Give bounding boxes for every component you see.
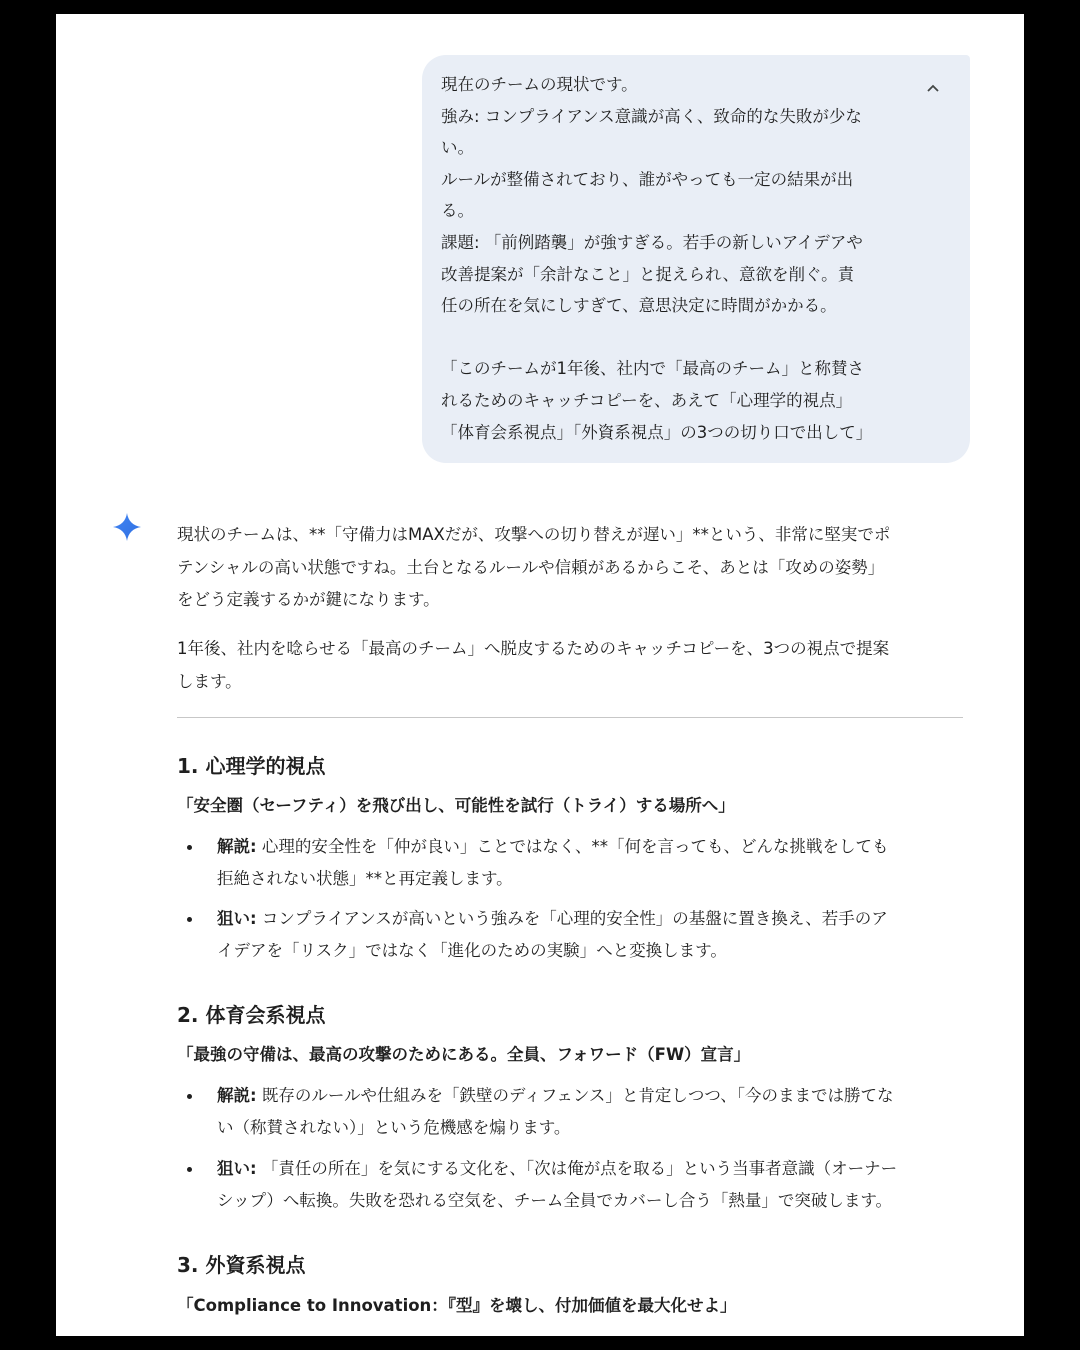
user-message-line: 改善提案が「余計なこと」と捉えられ、意欲を削ぐ。責 <box>441 264 855 284</box>
list-item <box>217 1080 967 1144</box>
bullet-text: シップ）へ転換。失敗を恐れる空気を、チーム全員でカバーし合う「熱量」で突破します。 <box>217 1191 893 1210</box>
section-heading: 3. 外資系視点 <box>177 1253 306 1277</box>
divider <box>177 717 963 718</box>
intro-line: をどう定義するかが鍵になります。 <box>177 590 440 609</box>
list-item <box>217 903 967 967</box>
bullet-text: 心理的安全性を「仲が良い」ことではなく、**「何を言っても、どんな挑戦をしても <box>256 837 889 856</box>
bullet-dot <box>187 917 192 922</box>
bullet-text: イデアを「リスク」ではなく「進化のための実験」へと変換します。 <box>217 941 727 960</box>
bullet-dot <box>187 1094 192 1099</box>
bullet-label: 解説: <box>217 837 257 856</box>
user-message-line: 強み: コンプライアンス意識が高く、致命的な失敗が少な <box>441 106 862 126</box>
chat-page <box>56 14 1024 1336</box>
intro-line: 現状のチームは、**「守備力はMAXだが、攻撃への切り替えが遅い」**という、非常に堅実でポ <box>177 525 891 544</box>
bullet-label: 解説: <box>217 1086 257 1105</box>
section-tagline: 「Compliance to Innovation：『型』を壊し、付加価値を最大化せよ」 <box>177 1296 737 1315</box>
bullet-label: 狙い: <box>217 909 257 928</box>
user-message-line: 現在のチームの現状です。 <box>441 75 638 94</box>
response-intro-2 <box>177 633 967 698</box>
bullet-text: 既存のルールや仕組みを「鉄壁のディフェンス」と肯定しつつ、「今のままでは勝てな <box>256 1086 894 1105</box>
bullet-label: 狙い: <box>217 1159 257 1178</box>
bullet-text: 「責任の所在」を気にする文化を、「次は俺が点を取る」という当事者意識（オーナー <box>256 1159 898 1178</box>
user-message-line: い。 <box>441 138 474 158</box>
chevron-up-icon[interactable] <box>926 81 940 95</box>
bullet-text: 拒絶されない状態」**と再定義します。 <box>217 869 513 888</box>
bullet-dot <box>187 1167 192 1172</box>
user-message-line <box>441 322 900 354</box>
section-tagline: 「安全圏（セーフティ）を飛び出し、可能性を試行（トライ）する場所へ」 <box>177 796 735 815</box>
bullet-dot <box>187 845 192 850</box>
list-item <box>217 1153 967 1217</box>
section-tagline: 「最強の守備は、最高の攻撃のためにある。全員、フォワード（FW）宣言」 <box>177 1045 751 1064</box>
user-message-line: 「体育会系視点」「外資系視点」の3つの切り口で出して」 <box>441 422 873 442</box>
section-heading: 2. 体育会系視点 <box>177 1003 326 1027</box>
user-message-line: 任の所在を気にしすぎて、意思決定に時間がかかる。 <box>441 296 837 316</box>
user-message-text <box>441 69 900 448</box>
user-message-bubble <box>422 55 970 463</box>
response-intro <box>177 519 967 617</box>
list-item <box>217 831 967 895</box>
intro-line: テンシャルの高い状態ですね。土台となるルールや信頼があるからこそ、あとは「攻めの姿勢」 <box>177 557 885 577</box>
user-message-line: 課題: 「前例踏襲」が強すぎる。若手の新しいアイデアや <box>441 232 863 252</box>
user-message-line: る。 <box>441 201 474 221</box>
bullet-text: コンプライアンスが高いという強みを「心理的安全性」の基盤に置き換え、若手のア <box>256 909 888 928</box>
user-message-line: 「このチームが1年後、社内で「最高のチーム」と称賛さ <box>441 359 864 379</box>
intro-line: 1年後、社内を唸らせる「最高のチーム」へ脱皮するためのキャッチコピーを、3つの視点で提案 <box>177 639 890 658</box>
bullet-text: い（称賛されない）」という危機感を煽ります。 <box>217 1118 571 1137</box>
gemini-spark-icon <box>112 512 142 542</box>
section-heading: 1. 心理学的視点 <box>177 754 326 778</box>
user-message-line: れるためのキャッチコピーを、あえて「心理学的視点」 <box>441 390 853 410</box>
intro-line: します。 <box>177 671 242 691</box>
user-message-line: ルールが整備されており、誰がやっても一定の結果が出 <box>441 169 854 189</box>
